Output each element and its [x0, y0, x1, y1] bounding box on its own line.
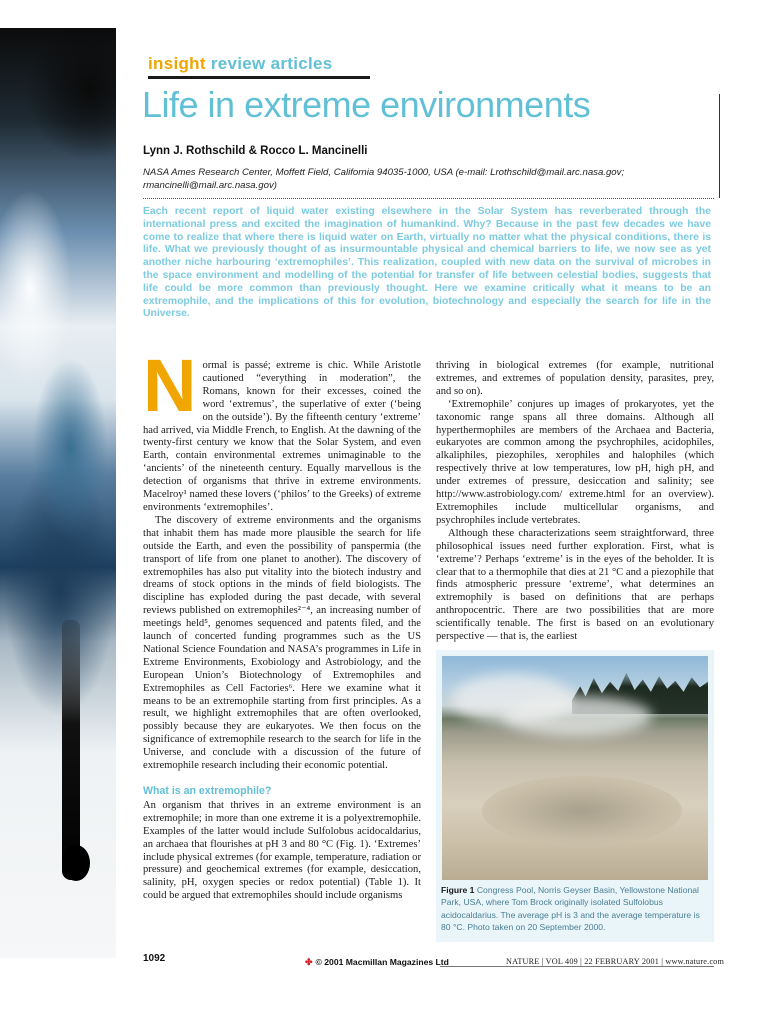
figure-1-photo — [442, 656, 708, 880]
kicker-rule — [148, 76, 370, 79]
publisher-logo-icon: ✤ — [305, 957, 313, 967]
side-image-drip — [62, 620, 80, 880]
copyright-text: © 2001 Macmillan Magazines Ltd — [315, 957, 449, 967]
paragraph-intro — [143, 344, 421, 515]
page-number: 1092 — [143, 953, 166, 964]
body-column-right — [436, 360, 714, 644]
figure-1-caption — [441, 884, 709, 933]
copyright-notice — [305, 957, 449, 968]
figure-label: Figure 1 — [441, 885, 475, 895]
section-heading-what-is-extremophile: What is an extremophile? — [143, 785, 272, 797]
paragraph-taxonomy: ‘Extremophile’ conjures up images of prokaryotes, yet the taxonomic range spans all three domains. Although all hyperthermophiles are members of the Archaea and Bacteria, eukaryotes are common among the psychrophiles, acidophiles, alkaliphiles, piezophiles, xerophiles and halophiles (which respectively thrive at low temperatures, low pH, high pH, and under extremes of pressure, desiccation and salinity; see http://www.astrobiology.com/ extreme.html for an overview). Extremophiles include multicellular organisms, and psychrophiles include vertebrates. — [436, 398, 714, 526]
kicker-review-articles: review articles — [210, 54, 333, 73]
figure-caption-text: Congress Pool, Norris Geyser Basin, Yellowstone National Park, USA, where Tom Brock originally isolated Sulfolobus acidocaldarius. The average pH is 3 and the average temperature is 80 °C. Photo taken on 20 September 2000. — [441, 885, 700, 932]
kicker-insight: insight — [148, 54, 206, 73]
article-abstract: Each recent report of liquid water existing elsewhere in the Solar System has reverberated through the international press and excited the imagination of humankind. Why? Because in the past few decades we have come to realize that where there is liquid water on Earth, virtually no matter what the physical conditions, there is life. What we previously thought of as insurmountable physical and chemical barriers to life, we now see as yet another niche harbouring ‘extremophiles’. This realization, coupled with new data on the survival of microbes in the space environment and modelling of the potential for transfer of life between celestial bodies, suggests that life could be more common than previously thought. Here we examine critically what it means to be an extremophile, and the implications of this for evolution, biotechnology and especially the search for life in the Universe. — [143, 206, 711, 320]
author-affiliation: NASA Ames Research Center, Moffett Field, California 94035-1000, USA (e-mail: Lrothschild@mail.arc.nasa.gov; rmancinelli@mail.arc.nasa.gov) — [143, 167, 625, 191]
paragraph-philosophy: Although these characterizations seem straightforward, three philosophical issues need further exploration. First, what is ‘extreme’? Perhaps ‘extreme’ is in the eyes of the beholder. It is clear that to a thermophile that dies at 21 °C and a piezophile that finds atmospheric pressure ‘extreme’, what determines an extremophily is based on definitions that are perhaps anthropocentric. There are two possibilities that are more scientifically tenable. The first is based on an evolutionary perspective — that is, the earliest — [436, 527, 714, 643]
header-vertical-rule — [719, 94, 720, 198]
footer-rule — [440, 966, 714, 967]
body-column-left — [143, 344, 421, 903]
side-decorative-image — [0, 28, 116, 958]
article-title: Life in extreme environments — [142, 84, 591, 125]
dotted-divider — [143, 198, 714, 199]
photo-steam — [502, 696, 652, 736]
journal-info: NATURE | VOL 409 | 22 FEBRUARY 2001 | www.nature.com — [506, 957, 725, 966]
drop-cap: N — [143, 344, 197, 427]
paragraph-continued: thriving in biological extremes (for example, nutritional extremes, and extremes of population density, parasites, prey, and so on). — [436, 360, 714, 397]
paragraph-definition: An organism that thrives in an extreme environment is an extremophile; in more than one extreme it is a polyextremophile. Examples of the latter would include Sulfolobus acidocaldarius, an archaea that flourishes at pH 3 and 80 °C (Fig. 1). ‘Extremes’ include physical extremes (for example, temperature, radiation or pressure) and geochemical extremes (for example, desiccation, salinity, pH, oxygen species or redox potential) (Table 1). It could be argued that extremophiles should include organisms — [143, 799, 421, 902]
paragraph-intro-text: ormal is passé; extreme is chic. While Aristotle cautioned “everything in moderation”, the Romans, known for their excesses, coined the word ‘extremus’, the superlative of exter (‘being on the outside’). By the fifteenth century ‘extreme’ had arrived, via Middle French, to English. At the dawning of the twenty-first century we know that the Solar System, and even Earth, contain environmental extremes unimaginable to the ‘ancients’ of the nineteenth century. Equally marvellous is the detection of organisms that thrive in extreme environments. Macelroy¹ named these lovers (‘philos’ to the Greeks) of extreme environments ‘extremophiles’. — [143, 360, 421, 513]
paragraph-discovery: The discovery of extreme environments and the organisms that inhabit them has made more plausible the search for life outside the Earth, and even the possibility of panspermia (the transport of life from one planet to another). The discovery of extremophiles has also put vitality into the biotech industry and dreams of stock options in the minds of field biologists. The discipline has exploded during the past decade, with several reviews published on extremophiles²⁻⁴, an increasing number of meetings held⁵, genomes sequenced and patents filed, and the launch of concerted funding programmes such as the US National Science Foundation and NASA’s programmes in Life in Extreme Environments, Exobiology and Astrobiology, and the European Union’s Biotechnology of Extremophiles and Extremophiles as Cell Factories⁶. Here we examine what it means to be an extremophile starting from first principles. As a result, we highlight extremophiles that are often overlooked, possibly because they are eukaryotes. We then focus on the significance of extremophile research to the search for life in the Universe, and conclude with a discussion of the future of extremophile research including their economic potential. — [143, 514, 421, 772]
photo-pool — [482, 776, 682, 846]
side-image-drip-tip — [62, 845, 90, 881]
section-kicker — [148, 54, 333, 74]
article-authors: Lynn J. Rothschild & Rocco L. Mancinelli — [143, 145, 368, 157]
